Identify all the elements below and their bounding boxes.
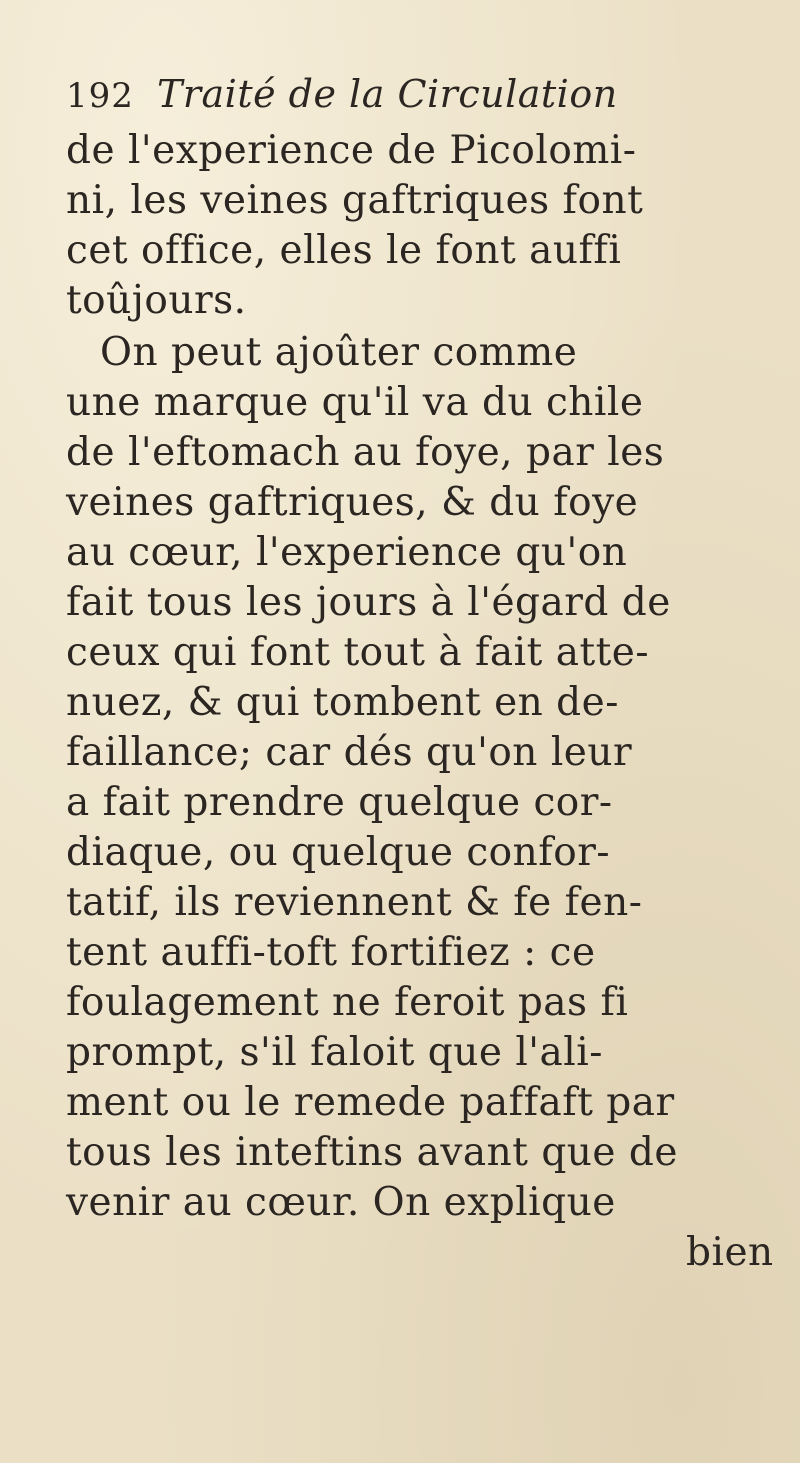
text-line: tatif, ils reviennent & fe fen- bbox=[66, 880, 643, 925]
text-line: nuez, & qui tombent en de- bbox=[66, 680, 619, 725]
text-line: ment ou le remede paffaft par bbox=[66, 1080, 675, 1125]
text-line: diaque, ou quelque confor- bbox=[66, 830, 611, 875]
text-line: ceux qui font tout à fait atte- bbox=[66, 630, 650, 675]
text-line: a fait prendre quelque cor- bbox=[66, 780, 613, 825]
text-line: tous les inteftins avant que de bbox=[66, 1130, 678, 1175]
text-line: cet office, elles le font auffi bbox=[66, 228, 622, 273]
text-line: fait tous les jours à l'égard de bbox=[66, 580, 671, 625]
text-line: prompt, s'il faloit que l'ali- bbox=[66, 1030, 603, 1075]
page-number: 192 bbox=[66, 76, 134, 116]
text-line: tent auffi-toft fortifiez : ce bbox=[66, 930, 596, 975]
text-line: de l'eftomach au foye, par les bbox=[66, 430, 665, 475]
text-line: veines gaftriques, & du foye bbox=[66, 480, 639, 525]
text-line: ni, les veines gaftriques font bbox=[66, 178, 644, 223]
running-title: Traité de la Circulation bbox=[157, 72, 618, 116]
text-line: On peut ajoûter comme bbox=[100, 330, 578, 375]
text-line: foulagement ne feroit pas fi bbox=[66, 980, 629, 1025]
text-line: faillance; car dés qu'on leur bbox=[66, 730, 633, 775]
text-line: venir au cœur. On explique bbox=[66, 1180, 616, 1225]
text-line: une marque qu'il va du chile bbox=[66, 380, 644, 425]
text-line: au cœur, l'experience qu'on bbox=[66, 530, 628, 575]
text-line: de l'experience de Picolomi- bbox=[66, 128, 637, 173]
catchword: bien bbox=[686, 1230, 774, 1275]
page-header bbox=[66, 72, 766, 132]
text-line: toûjours. bbox=[66, 278, 247, 323]
